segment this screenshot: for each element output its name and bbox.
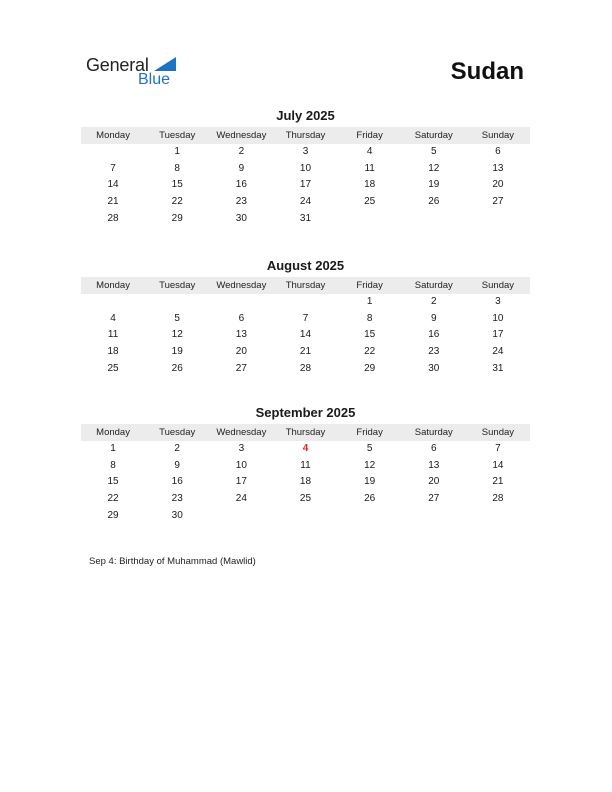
day-cell	[338, 211, 402, 228]
day-cell: 25	[364, 196, 376, 208]
day-cell: 17	[235, 476, 247, 488]
weekday-label: Saturday	[414, 427, 453, 438]
day-cell: 10	[492, 312, 504, 324]
day-cell: 27	[492, 196, 504, 208]
day-cell: 10	[235, 459, 247, 471]
day-cell: 29	[171, 212, 183, 224]
day-cell: 2	[238, 146, 245, 157]
day-cell: 6	[238, 312, 245, 324]
day-cell	[145, 294, 209, 311]
month-calendar	[81, 258, 530, 377]
day-cell	[81, 144, 145, 161]
day-cell	[209, 294, 273, 311]
day-cell: 15	[171, 179, 183, 191]
day-cell: 3	[495, 296, 501, 307]
day-cell: 3	[238, 443, 245, 454]
day-cell: 19	[364, 476, 376, 488]
week-row	[81, 508, 530, 525]
day-cell: 27	[428, 493, 440, 505]
day-cell: 14	[492, 459, 504, 471]
day-cell: 31	[299, 212, 312, 224]
day-cell: 8	[174, 162, 180, 174]
week-row	[81, 474, 530, 491]
week-row	[81, 194, 530, 211]
weekday-label: Saturday	[414, 280, 453, 291]
day-cell: 18	[364, 179, 376, 191]
day-cell: 20	[235, 346, 247, 358]
weekday-label: Thursday	[285, 280, 326, 291]
day-cell: 23	[171, 493, 183, 505]
week-row	[81, 344, 530, 361]
week-row	[81, 144, 530, 161]
month-title: July 2025	[276, 108, 335, 123]
day-cell: 16	[235, 179, 247, 191]
day-cell	[338, 508, 402, 525]
day-cell: 22	[364, 346, 376, 358]
day-cell: 21	[107, 196, 119, 208]
week-row	[81, 441, 530, 458]
day-cell	[466, 211, 530, 228]
day-cell: 11	[107, 329, 119, 341]
country-title: Sudan	[450, 58, 524, 85]
day-cell: 5	[366, 443, 373, 454]
day-cell: 25	[107, 362, 119, 374]
weekday-label: Friday	[356, 130, 383, 141]
day-cell: 17	[492, 329, 504, 341]
day-cell: 29	[364, 362, 376, 374]
day-cell: 16	[428, 329, 440, 341]
day-cell: 7	[495, 443, 501, 454]
week-row	[81, 161, 530, 178]
day-cell: 4	[110, 312, 116, 324]
day-cell: 12	[364, 459, 376, 471]
logo-blue-text: Blue	[138, 71, 171, 88]
day-cell: 28	[299, 362, 312, 374]
day-cell: 5	[174, 312, 180, 324]
day-cell: 2	[174, 443, 180, 454]
day-cell: 27	[235, 362, 247, 374]
weekday-label: Tuesday	[159, 130, 196, 141]
week-row	[81, 458, 530, 475]
day-cell	[273, 508, 337, 525]
day-cell: 13	[428, 459, 440, 471]
day-cell: 10	[299, 162, 312, 174]
month-calendar	[81, 405, 530, 524]
weekday-label: Tuesday	[159, 280, 196, 291]
day-cell: 7	[302, 312, 309, 324]
day-cell: 28	[107, 212, 119, 224]
day-cell: 23	[235, 196, 247, 208]
day-cell: 16	[171, 476, 183, 488]
day-cell: 21	[492, 476, 504, 488]
day-cell: 25	[299, 493, 312, 505]
day-cell: 4	[366, 146, 373, 157]
weekday-label: Monday	[96, 130, 130, 141]
day-cell: 20	[492, 179, 504, 191]
month-title: August 2025	[266, 258, 345, 273]
day-cell: 30	[235, 212, 247, 224]
weekday-label: Tuesday	[159, 427, 196, 438]
weekday-label: Wednesday	[216, 130, 267, 141]
holiday-note: Sep 4: Birthday of Muhammad (Mawlid)	[89, 556, 256, 567]
weekday-header	[81, 424, 530, 441]
week-row	[81, 361, 530, 378]
weekday-label: Thursday	[285, 130, 326, 141]
weekday-label: Wednesday	[216, 280, 267, 291]
day-cell: 22	[107, 493, 119, 505]
day-cell: 6	[430, 443, 437, 454]
day-cell: 14	[107, 179, 119, 191]
day-cell: 1	[174, 146, 180, 157]
day-cell: 2	[430, 296, 437, 307]
generalblue-logo	[86, 55, 186, 95]
week-row	[81, 327, 530, 344]
day-cell: 8	[366, 312, 373, 324]
day-cell: 5	[430, 146, 437, 157]
week-row	[81, 294, 530, 311]
day-cell: 26	[364, 493, 376, 505]
weekday-label: Wednesday	[216, 427, 267, 438]
day-cell	[81, 294, 145, 311]
day-cell: 30	[428, 362, 440, 374]
day-cell: 13	[235, 329, 247, 341]
weekday-label: Friday	[356, 280, 383, 291]
day-cell: 9	[174, 459, 180, 471]
logo-triangle-icon	[154, 57, 176, 71]
weekday-header	[81, 277, 530, 294]
day-cell: 19	[428, 179, 440, 191]
week-row	[81, 311, 530, 328]
day-cell: 12	[171, 329, 183, 341]
day-cell: 14	[299, 329, 312, 341]
week-row	[81, 177, 530, 194]
weekday-label: Friday	[356, 427, 383, 438]
day-cell: 24	[492, 346, 504, 358]
day-cell: 15	[107, 476, 119, 488]
day-cell: 9	[430, 312, 437, 324]
day-cell: 19	[171, 346, 183, 358]
day-cell: 30	[171, 509, 183, 521]
day-cell: 7	[110, 162, 116, 174]
day-cell: 20	[428, 476, 440, 488]
weekday-label: Sunday	[481, 130, 515, 141]
month-calendar	[81, 108, 530, 227]
day-cell	[402, 508, 466, 525]
month-title: September 2025	[255, 405, 356, 420]
day-cell: 9	[238, 162, 245, 174]
day-cell: 6	[495, 146, 501, 157]
day-cell	[466, 508, 530, 525]
weekday-label: Saturday	[414, 130, 453, 141]
day-cell: 28	[492, 493, 504, 505]
day-cell: 21	[299, 346, 312, 358]
weekday-header	[81, 127, 530, 144]
day-cell: 31	[492, 362, 504, 374]
day-cell: 13	[492, 162, 504, 174]
day-cell: 11	[364, 162, 375, 174]
weekday-label: Thursday	[285, 427, 326, 438]
logo-general-text: General	[86, 55, 149, 75]
day-cell: 3	[302, 146, 309, 157]
day-cell: 18	[107, 346, 119, 358]
day-cell: 26	[171, 362, 183, 374]
day-cell: 22	[171, 196, 183, 208]
weekday-label: Monday	[96, 427, 130, 438]
day-cell	[402, 211, 466, 228]
day-cell: 1	[366, 296, 373, 307]
week-row	[81, 211, 530, 228]
day-cell: 15	[364, 329, 376, 341]
day-cell	[209, 508, 273, 525]
weekday-label: Sunday	[481, 427, 515, 438]
weekday-label: Monday	[96, 280, 130, 291]
weekday-label: Sunday	[481, 280, 515, 291]
day-cell: 24	[299, 196, 312, 208]
day-cell	[273, 294, 337, 311]
day-cell: 8	[110, 459, 116, 471]
day-cell: 26	[428, 196, 440, 208]
day-cell: 18	[299, 476, 312, 488]
day-cell: 17	[299, 179, 312, 191]
day-cell: 4	[302, 443, 309, 454]
day-cell: 24	[235, 493, 247, 505]
week-row	[81, 491, 530, 508]
day-cell: 12	[428, 162, 440, 174]
day-cell: 23	[428, 346, 440, 358]
day-cell: 1	[110, 443, 116, 454]
day-cell: 29	[107, 509, 119, 521]
day-cell: 11	[300, 459, 311, 471]
